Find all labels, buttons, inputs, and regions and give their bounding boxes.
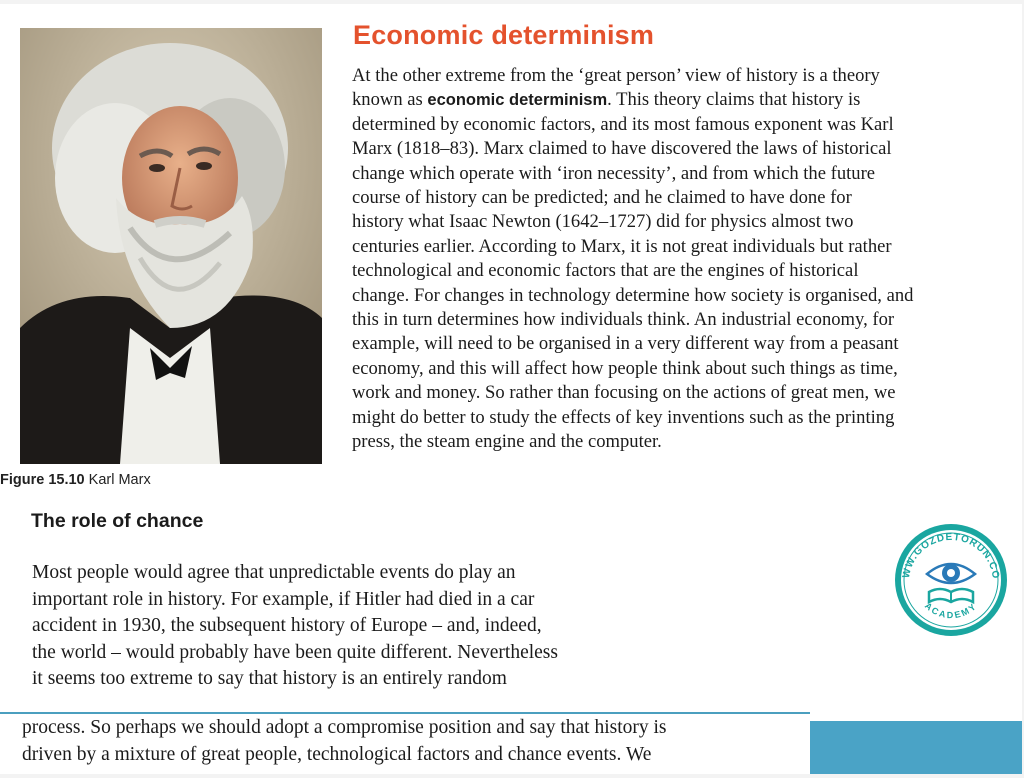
paragraph-line: it seems too extreme to say that history is an entirely random [32, 668, 507, 689]
academy-watermark-logo [893, 522, 1009, 638]
economic-determinism-paragraph [352, 64, 1012, 455]
paragraph-line: this in turn determines how individuals think. An industrial economy, for [352, 309, 895, 331]
figure-caption [0, 472, 330, 488]
paragraph-line: driven by a mixture of great people, technological factors and chance events. We [22, 744, 652, 765]
paragraph-line: At the other extreme from the ‘great person’ view of history is a theory [352, 65, 880, 86]
paragraph-line: work and money. So rather than focusing on the actions of great men, we [352, 382, 896, 404]
paragraph-line: might do better to study the effects of key inventions such as the printing [352, 406, 895, 428]
paragraph-line: Marx (1818–83). Marx claimed to have discovered the laws of historical [352, 138, 892, 160]
paragraph-line: centuries earlier. According to Marx, it is not great individuals but rather [352, 235, 892, 257]
paragraph-line: change. For changes in technology determine how society is organised, and [352, 284, 914, 306]
figure-label: Figure 15.10 [0, 472, 85, 488]
document-page [0, 4, 1022, 774]
section-heading-economic-determinism: Economic determinism [353, 20, 655, 50]
paragraph-line: process. So perhaps we should adopt a compromise position and say that history is [22, 717, 667, 738]
paragraph-line: example, will need to be organised in a very different way from a peasant [352, 333, 899, 355]
paragraph-line: change which operate with ‘iron necessity’, and from which the future [352, 162, 876, 184]
figure-name: Karl Marx [88, 472, 151, 488]
paragraph-line: press, the steam engine and the computer. [352, 431, 662, 453]
paragraph-line: known as economic determinism. This theory claims that history is [352, 89, 861, 111]
karl-marx-portrait [20, 28, 322, 464]
paragraph-line: technological and economic factors that are the engines of historical [352, 260, 859, 282]
paragraph-line: course of history can be predicted; and he claimed to have done for [352, 187, 852, 209]
svg-text:WWW.GOZDETORUN.COM: WW.GOZDETORUN.CO [900, 531, 1002, 581]
paragraph-line: determined by economic factors, and its most famous exponent was Karl [352, 113, 894, 135]
accent-bar [810, 721, 1022, 774]
paragraph-line: Most people would agree that unpredictable events do play an [32, 562, 516, 583]
section-heading-role-of-chance: The role of chance [31, 510, 204, 532]
paragraph-line: the world – would probably have been quite different. Nevertheless [32, 641, 558, 663]
paragraph-line: important role in history. For example, if Hitler had died in a car [32, 588, 535, 610]
svg-text:ACADEMY: ACADEMY [922, 600, 980, 621]
paragraph-line: economy, and this will affect how people think about such things as time, [352, 357, 898, 379]
role-of-chance-paragraph [32, 560, 668, 700]
paragraph-line: accident in 1930, the subsequent history of Europe – and, indeed, [32, 615, 542, 636]
paragraph-line: history what Isaac Newton (1642–1727) did for physics almost two [352, 211, 854, 233]
key-term: economic determinism [427, 91, 608, 110]
role-of-chance-continued [22, 714, 812, 774]
